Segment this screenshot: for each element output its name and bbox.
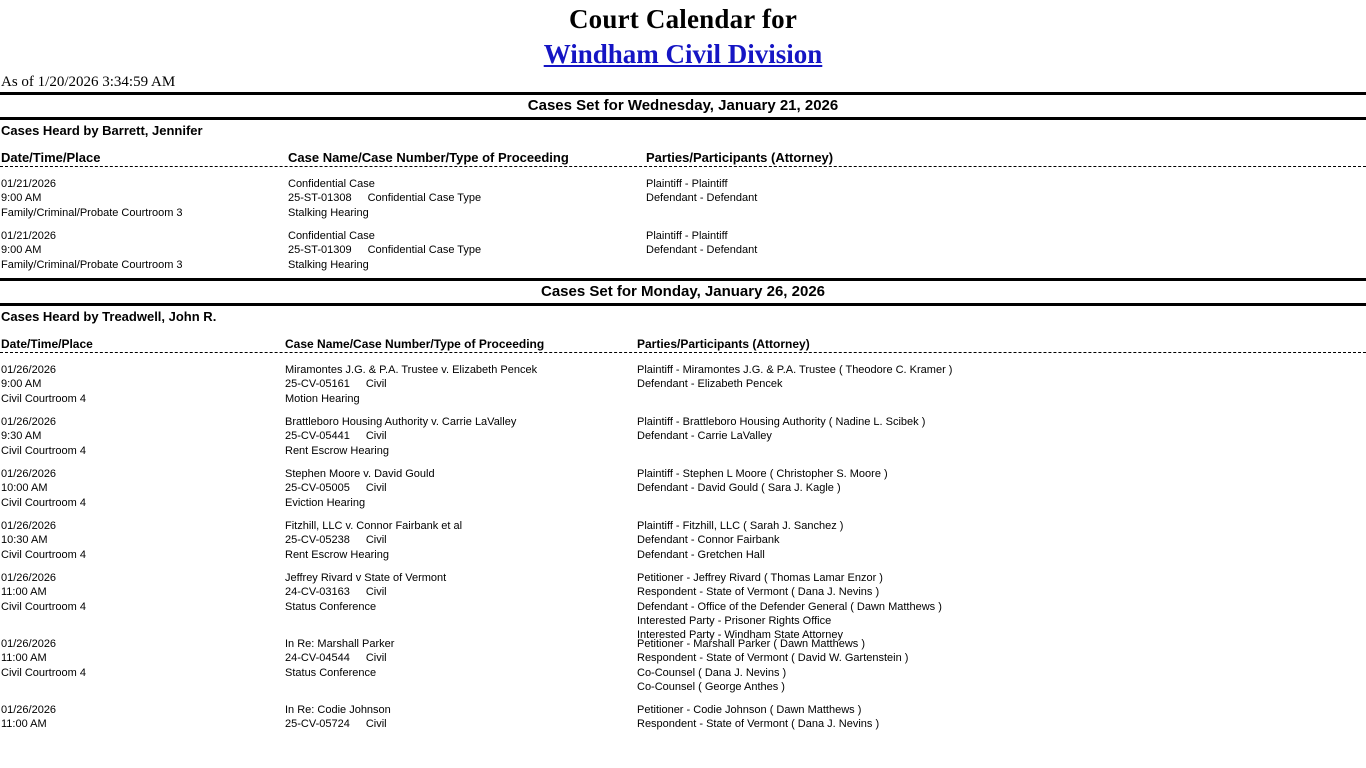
row-case-number[interactable]: 24-CV-04544 xyxy=(285,652,350,665)
cell-date-time-place xyxy=(1,571,86,614)
division-link[interactable]: Windham Civil Division xyxy=(543,39,823,69)
row-time: 9:00 AM xyxy=(1,244,42,257)
cell-case-info xyxy=(285,637,394,680)
row-case-number[interactable]: 25-ST-01309 xyxy=(288,244,352,257)
cell-parties xyxy=(646,229,757,258)
row-case-number-line xyxy=(288,243,481,257)
table-row[interactable] xyxy=(0,415,1366,459)
row-proceeding: Motion Hearing xyxy=(285,392,360,405)
row-case-type: Confidential Case Type xyxy=(367,192,482,205)
row-proceeding: Stalking Hearing xyxy=(288,258,369,271)
cell-date-time-place xyxy=(1,177,183,220)
row-case-name: Brattleboro Housing Authority v. Carrie LaValley xyxy=(285,416,517,428)
row-place: Civil Courtroom 4 xyxy=(1,666,86,679)
row-proceeding: Stalking Hearing xyxy=(288,206,369,219)
row-date: 01/26/2026 xyxy=(1,638,57,650)
row-time: 9:00 AM xyxy=(1,192,42,205)
row-time: 11:00 AM xyxy=(1,586,47,599)
row-place: Civil Courtroom 4 xyxy=(1,600,86,613)
day-banner-2: Cases Set for Monday, January 26, 2026 xyxy=(0,278,1366,306)
row-case-type: Civil xyxy=(365,586,387,599)
column-header-date: Date/Time/Place xyxy=(1,150,101,165)
party-line: Defendant - Connor Fairbank xyxy=(637,534,780,547)
row-date: 01/21/2026 xyxy=(1,178,57,190)
cell-date-time-place xyxy=(1,229,183,272)
row-case-number[interactable]: 25-CV-05238 xyxy=(285,534,350,547)
cell-parties xyxy=(637,519,843,562)
cell-case-info xyxy=(288,229,481,272)
party-line: Plaintiff - Plaintiff xyxy=(646,230,728,242)
row-place: Civil Courtroom 4 xyxy=(1,392,86,405)
row-date: 01/26/2026 xyxy=(1,704,57,716)
row-case-number[interactable]: 25-CV-05724 xyxy=(285,718,350,731)
row-case-number[interactable]: 24-CV-03163 xyxy=(285,586,350,599)
row-case-type: Civil xyxy=(365,378,387,391)
page-title: Court Calendar for xyxy=(568,4,798,34)
row-case-type: Civil xyxy=(365,430,387,443)
party-line: Defendant - Defendant xyxy=(646,192,758,205)
row-time: 9:30 AM xyxy=(1,430,42,443)
cell-date-time-place xyxy=(1,467,86,510)
cell-case-info xyxy=(285,415,516,458)
row-date: 01/26/2026 xyxy=(1,364,57,376)
row-time: 11:00 AM xyxy=(1,652,47,665)
party-line: Plaintiff - Miramontes J.G. & P.A. Trustee ( Theodore C. Kramer ) xyxy=(637,364,953,376)
party-line: Defendant - Office of the Defender General ( Dawn Matthews ) xyxy=(637,600,942,613)
row-time: 11:00 AM xyxy=(1,718,47,731)
row-place: Civil Courtroom 4 xyxy=(1,548,86,561)
row-place: Family/Criminal/Probate Courtroom 3 xyxy=(1,258,183,271)
table-row[interactable] xyxy=(0,637,1366,695)
case-list-2 xyxy=(0,353,1366,747)
party-line: Plaintiff - Fitzhill, LLC ( Sarah J. Sanchez ) xyxy=(637,520,844,532)
row-proceeding: Status Conference xyxy=(285,600,377,613)
row-case-name: Fitzhill, LLC v. Connor Fairbank et al xyxy=(285,520,463,532)
cell-case-info xyxy=(285,467,435,510)
cell-parties xyxy=(637,637,908,694)
row-case-number-line xyxy=(285,717,391,731)
column-header-parties: Parties/Participants (Attorney) xyxy=(646,150,834,165)
party-line: Defendant - David Gould ( Sara J. Kagle ) xyxy=(637,482,841,495)
table-row[interactable] xyxy=(0,703,1366,747)
row-proceeding: Status Conference xyxy=(285,666,377,679)
cell-case-info xyxy=(285,363,537,406)
row-case-name: Jeffrey Rivard v State of Vermont xyxy=(285,572,447,584)
row-case-number-line xyxy=(285,429,516,443)
cell-date-time-place xyxy=(1,519,86,562)
cell-parties xyxy=(637,571,942,642)
judge-heading-1: Cases Heard by Barrett, Jennifer xyxy=(1,123,203,138)
party-line: Plaintiff - Plaintiff xyxy=(646,178,728,190)
table-row[interactable] xyxy=(0,177,1366,221)
row-case-name: Stephen Moore v. David Gould xyxy=(285,468,435,480)
row-case-number[interactable]: 25-CV-05161 xyxy=(285,378,350,391)
row-case-type: Civil xyxy=(365,652,387,665)
row-time: 10:00 AM xyxy=(1,482,48,495)
row-proceeding: Rent Escrow Hearing xyxy=(285,548,389,561)
table-row[interactable] xyxy=(0,467,1366,511)
cell-case-info xyxy=(288,177,481,220)
row-date: 01/21/2026 xyxy=(1,230,57,242)
cell-case-info xyxy=(285,571,446,614)
column-header-date: Date/Time/Place xyxy=(1,337,93,351)
party-line: Co-Counsel ( Dana J. Nevins ) xyxy=(637,666,787,679)
row-case-number[interactable]: 25-CV-05005 xyxy=(285,482,350,495)
party-line: Defendant - Gretchen Hall xyxy=(637,548,765,561)
cell-date-time-place xyxy=(1,703,56,732)
judge-heading-2: Cases Heard by Treadwell, John R. xyxy=(1,309,217,324)
row-proceeding: Rent Escrow Hearing xyxy=(285,444,389,457)
case-list-1 xyxy=(0,167,1366,273)
cell-parties xyxy=(637,415,925,444)
row-time: 10:30 AM xyxy=(1,534,48,547)
row-case-number-line xyxy=(288,191,481,205)
day-banner-1: Cases Set for Wednesday, January 21, 2026 xyxy=(0,92,1366,120)
row-case-type: Civil xyxy=(365,718,387,731)
table-row[interactable] xyxy=(0,363,1366,407)
party-line: Defendant - Defendant xyxy=(646,244,758,257)
row-proceeding: Eviction Hearing xyxy=(285,496,366,509)
party-line: Respondent - State of Vermont ( Dana J. Nevins ) xyxy=(637,718,880,731)
row-case-type: Confidential Case Type xyxy=(367,244,482,257)
row-place: Civil Courtroom 4 xyxy=(1,444,86,457)
column-header-row-2 xyxy=(0,337,1366,353)
cell-parties xyxy=(637,703,879,732)
party-line: Plaintiff - Stephen L Moore ( Christopher S. Moore ) xyxy=(637,468,888,480)
row-case-number-line xyxy=(285,651,394,665)
party-line: Defendant - Elizabeth Pencek xyxy=(637,378,783,391)
party-line: Interested Party - Windham State Attorney xyxy=(637,629,844,642)
cell-parties xyxy=(646,177,757,206)
row-place: Civil Courtroom 4 xyxy=(1,496,86,509)
row-case-number[interactable]: 25-CV-05441 xyxy=(285,430,350,443)
table-row[interactable] xyxy=(0,571,1366,642)
party-line: Co-Counsel ( George Anthes ) xyxy=(637,680,785,693)
row-case-name: In Re: Codie Johnson xyxy=(285,704,391,716)
column-header-case: Case Name/Case Number/Type of Proceeding xyxy=(285,337,545,351)
cell-parties xyxy=(637,363,952,392)
row-case-number-line xyxy=(285,481,435,495)
row-case-number-line xyxy=(285,377,537,391)
table-row[interactable] xyxy=(0,229,1366,273)
cell-date-time-place xyxy=(1,363,86,406)
party-line: Defendant - Carrie LaValley xyxy=(637,430,772,443)
party-line: Plaintiff - Brattleboro Housing Authority ( Nadine L. Scibek ) xyxy=(637,416,926,428)
page-header xyxy=(0,0,1366,72)
party-line: Interested Party - Prisoner Rights Office xyxy=(637,614,832,627)
row-date: 01/26/2026 xyxy=(1,416,57,428)
cell-case-info xyxy=(285,519,462,562)
column-header-parties: Parties/Participants (Attorney) xyxy=(637,337,810,351)
party-line: Petitioner - Jeffrey Rivard ( Thomas Lamar Enzor ) xyxy=(637,572,883,584)
as-of-timestamp: As of 1/20/2026 3:34:59 AM xyxy=(1,74,176,90)
column-header-row-1 xyxy=(0,151,1366,167)
row-date: 01/26/2026 xyxy=(1,572,57,584)
cell-date-time-place xyxy=(1,415,86,458)
party-line: Petitioner - Codie Johnson ( Dawn Matthews ) xyxy=(637,704,862,716)
party-line: Respondent - State of Vermont ( Dana J. Nevins ) xyxy=(637,586,880,599)
row-case-name: Confidential Case xyxy=(288,178,375,190)
day-section-2 xyxy=(0,278,1366,747)
row-time: 9:00 AM xyxy=(1,378,42,391)
row-case-number-line xyxy=(285,533,462,547)
day-section-1 xyxy=(0,92,1366,277)
cell-parties xyxy=(637,467,888,496)
cell-date-time-place xyxy=(1,637,86,680)
row-case-name: Confidential Case xyxy=(288,230,375,242)
row-case-type: Civil xyxy=(365,534,387,547)
row-date: 01/26/2026 xyxy=(1,520,57,532)
row-case-number-line xyxy=(285,585,446,599)
cell-case-info xyxy=(285,703,391,732)
row-case-type: Civil xyxy=(365,482,387,495)
row-case-name: Miramontes J.G. & P.A. Trustee v. Elizabeth Pencek xyxy=(285,364,538,376)
table-row[interactable] xyxy=(0,519,1366,563)
row-case-number[interactable]: 25-ST-01308 xyxy=(288,192,352,205)
party-line: Respondent - State of Vermont ( David W. Gartenstein ) xyxy=(637,652,909,665)
party-line: Petitioner - Marshall Parker ( Dawn Matthews ) xyxy=(637,638,866,650)
row-place: Family/Criminal/Probate Courtroom 3 xyxy=(1,206,183,219)
row-date: 01/26/2026 xyxy=(1,468,57,480)
column-header-case: Case Name/Case Number/Type of Proceeding xyxy=(288,150,569,165)
row-case-name: In Re: Marshall Parker xyxy=(285,638,395,650)
